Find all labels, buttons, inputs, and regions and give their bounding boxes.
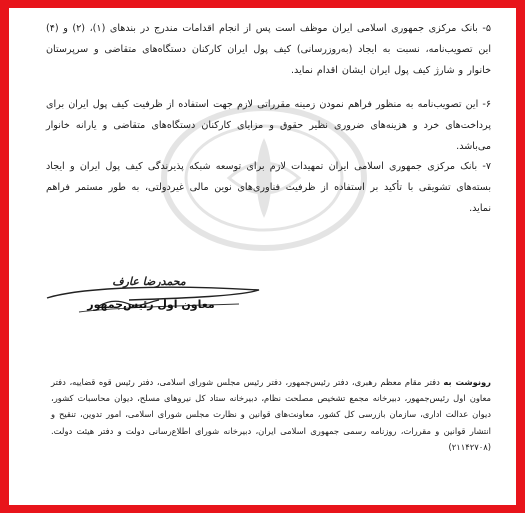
copies-label: رونوشت به [443, 377, 492, 387]
copies-recipients: دفتر مقام معظم رهبری، دفتر رئیس‌جمهور، دفتر رئیس مجلس شورای اسلامی، دفتر رئیس قوه قضاییه، دفتر معاون اول رئیس‌جمهور، دبیرخانه مجمع تشخیص مصلحت نظام، دبیرخانه ستاد کل نیروهای مسلح، دیوان محاسبات کشور، دیوان عدالت اداری، سازمان بازرسی کل کشور، معاونت‌های قوانین و نظارت مجلس شورای اسلامی، امور تدوین، تنقیح و انتشار قوانین و مقررات، روزنامه رسمی جمهوری اسلامی ایران، دبیرخانه شورای اطلاع‌رسانی دولت و دفتر هیئت دولت.(۲۱۱۴۲۷۰۸) [51, 377, 491, 452]
document-page [9, 8, 516, 505]
clause-7: ۷- بانک مرکزی جمهوری اسلامی ایران تمهیدات لازم برای توسعه شبکه پذیرندگی کیف پول ایران و ایجاد بسته‌های تشویقی با تأکید بر استفاده از ظرفیت فناوری‌های نوین مالی غیردولتی، به طور مستمر فراهم نماید. [46, 161, 491, 214]
signatory-title: معاون اول رئیس‌جمهور [87, 298, 215, 311]
signatory-name: محمدرضا عارف [112, 275, 186, 288]
copies-to [51, 374, 491, 455]
clause-6: ۶- این تصویب‌نامه به منظور فراهم نمودن زمینه مقرراتی لازم جهت استفاده از ظرفیت کیف پول ایران برای پرداخت‌های خرد و هزینه‌های ضروری نظیر حقوق و مزایای کارکنان دستگاه‌های متقاضی و یارانه خانوار می‌باشد. [46, 99, 491, 152]
handwritten-signature [39, 276, 279, 318]
clause-5: ۵- بانک مرکزی جمهوری اسلامی ایران موظف است پس از انجام اقدامات مندرج در بندهای (۱)، (۲) و (۴) این تصویب‌نامه، نسبت به ایجاد (به‌روزرسانی) کیف پول ایران کارکنان دستگاه‌های متقاضی و سرپرستان خانوار و شارژ کیف پول ایران ایشان اقدام نماید. [46, 23, 491, 76]
